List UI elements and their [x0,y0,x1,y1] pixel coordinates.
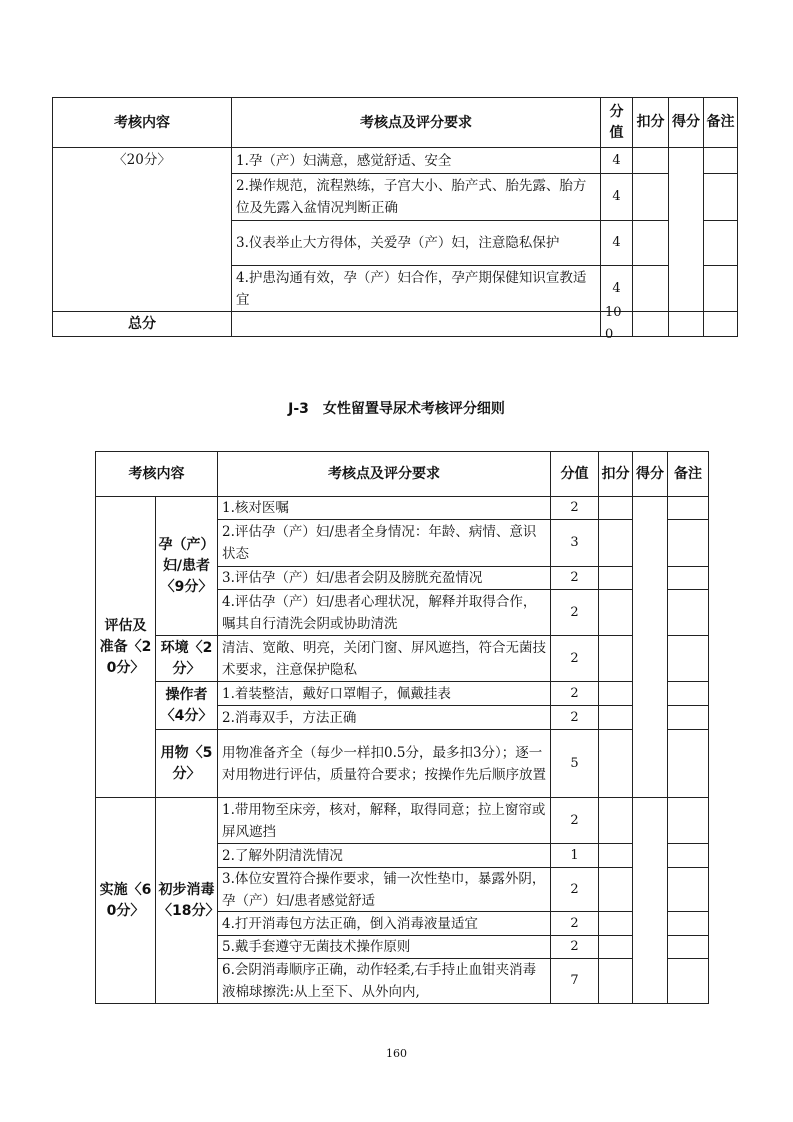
requirement-text: 3.仪表举止大方得体，关爱孕（产）妇，注意隐私保护 [231,220,601,266]
header-requirements: 考核点及评分要求 [231,97,601,148]
requirement-text: 3.体位安置符合操作要求，铺一次性垫巾，暴露外阴，孕（产）妇/患者感觉舒适 [217,867,551,912]
score-value: 3 [550,519,599,567]
score-value: 2 [550,681,599,706]
score-value: 5 [550,729,599,798]
note-cell[interactable] [703,220,738,266]
score-value: 2 [550,797,599,844]
note-cell[interactable] [667,589,709,636]
deduct-cell[interactable] [598,705,633,730]
note-cell[interactable] [667,519,709,567]
deduct-cell[interactable] [632,173,669,221]
got-cell[interactable] [632,496,668,798]
header-deduct: 扣分 [598,451,633,497]
deduct-cell[interactable] [598,935,633,959]
total-label: 总分 [52,311,232,337]
requirement-text: 4.评估孕（产）妇/患者心理状况，解释并取得合作，嘱其自行清洗会阴或协助清洗 [217,589,551,636]
requirement-text: 用物准备齐全（每少一样扣0.5分，最多扣3分）；逐一对用物进行评估，质量符合要求；按操作先后顺序放置 [217,729,551,798]
header-content: 考核内容 [52,97,232,148]
note-cell[interactable] [703,147,738,174]
score-value: 7 [550,958,599,1004]
deduct-cell[interactable] [598,496,633,520]
deduct-cell[interactable] [598,843,633,868]
requirement-text: 1.孕（产）妇满意，感觉舒适、安全 [231,147,601,174]
note-cell[interactable] [667,635,709,682]
note-cell[interactable] [703,265,738,312]
requirement-text: 3.评估孕（产）妇/患者会阴及膀胱充盈情况 [217,566,551,590]
score-value: 4 [600,147,633,174]
header-deduct: 扣分 [632,97,669,148]
section-label: 实施〈60分〉 [95,797,156,1004]
score-value: 4 [600,173,633,221]
deduct-cell[interactable] [598,911,633,936]
requirement-text: 2.消毒双手，方法正确 [217,705,551,730]
deduct-cell[interactable] [632,311,669,337]
score-value: 2 [550,867,599,912]
requirement-text: 4.护患沟通有效，孕（产）妇合作，孕产期保健知识宣教适宜 [231,265,601,312]
requirement-text: 2.评估孕（产）妇/患者全身情况：年龄、病情、意识状态 [217,519,551,567]
note-cell[interactable] [667,911,709,936]
requirement-text: 6.会阴消毒顺序正确，动作轻柔,右手持止血钳夹消毒液棉球擦洗:从上至下、从外向内, [217,958,551,1004]
got-cell[interactable] [632,797,668,1004]
score-value: 2 [550,496,599,520]
deduct-cell[interactable] [598,519,633,567]
deduct-cell[interactable] [632,265,669,312]
empty-cell [231,311,601,337]
requirement-text: 1.核对医嘱 [217,496,551,520]
header-got: 得分 [668,97,704,148]
note-cell[interactable] [667,566,709,590]
group-label: 孕（产）妇/患者〈9分〉 [155,496,218,636]
deduct-cell[interactable] [598,681,633,706]
requirement-text: 清洁、宽敞、明亮，关闭门窗、屏风遮挡，符合无菌技术要求，注意保护隐私 [217,635,551,682]
note-cell[interactable] [703,173,738,221]
note-cell[interactable] [667,681,709,706]
section-title: J-3 女性留置导尿术考核评分细则 [288,401,505,417]
header-note: 备注 [667,451,709,497]
got-cell[interactable] [668,147,704,312]
section-label: 〈20分〉 [52,147,232,312]
score-value: 2 [550,911,599,936]
deduct-cell[interactable] [598,958,633,1004]
group-label: 初步消毒〈18分〉 [155,797,218,1004]
deduct-cell[interactable] [632,147,669,174]
score-value: 2 [550,635,599,682]
deduct-cell[interactable] [632,220,669,266]
page-number: 160 [386,1047,407,1060]
score-value: 2 [550,566,599,590]
header-content: 考核内容 [95,451,218,497]
deduct-cell[interactable] [598,729,633,798]
score-value: 2 [550,589,599,636]
deduct-cell[interactable] [598,797,633,844]
deduct-cell[interactable] [598,635,633,682]
requirement-text: 1.着装整洁，戴好口罩帽子，佩戴挂表 [217,681,551,706]
deduct-cell[interactable] [598,589,633,636]
requirement-text: 1.带用物至床旁，核对，解释，取得同意；拉上窗帘或屏风遮挡 [217,797,551,844]
note-cell[interactable] [667,958,709,1004]
note-cell[interactable] [667,797,709,844]
score-value: 2 [550,935,599,959]
note-cell[interactable] [667,935,709,959]
note-cell[interactable] [703,311,738,337]
note-cell[interactable] [667,705,709,730]
note-cell[interactable] [667,867,709,912]
deduct-cell[interactable] [598,867,633,912]
requirement-text: 5.戴手套遵守无菌技术操作原则 [217,935,551,959]
note-cell[interactable] [667,729,709,798]
requirement-text: 2.操作规范，流程熟练，子宫大小、胎产式、胎先露、胎方位及先露入盆情况判断正确 [231,173,601,221]
header-requirements: 考核点及评分要求 [217,451,551,497]
header-note: 备注 [703,97,738,148]
deduct-cell[interactable] [598,566,633,590]
requirement-text: 2.了解外阴清洗情况 [217,843,551,868]
score-value: 2 [550,705,599,730]
note-cell[interactable] [667,843,709,868]
got-cell[interactable] [668,311,704,337]
total-score: 100 [600,311,633,337]
header-got: 得分 [632,451,668,497]
score-value: 4 [600,265,633,312]
score-value: 1 [550,843,599,868]
header-score: 分值 [550,451,599,497]
score-value: 4 [600,220,633,266]
group-label: 用物〈5分〉 [155,729,218,798]
section-label: 评估及准备〈20分〉 [95,496,156,798]
note-cell[interactable] [667,496,709,520]
header-score: 分值 [600,97,633,148]
group-label: 环境〈2分〉 [155,635,218,682]
group-label: 操作者〈4分〉 [155,681,218,730]
requirement-text: 4.打开消毒包方法正确，倒入消毒液量适宜 [217,911,551,936]
